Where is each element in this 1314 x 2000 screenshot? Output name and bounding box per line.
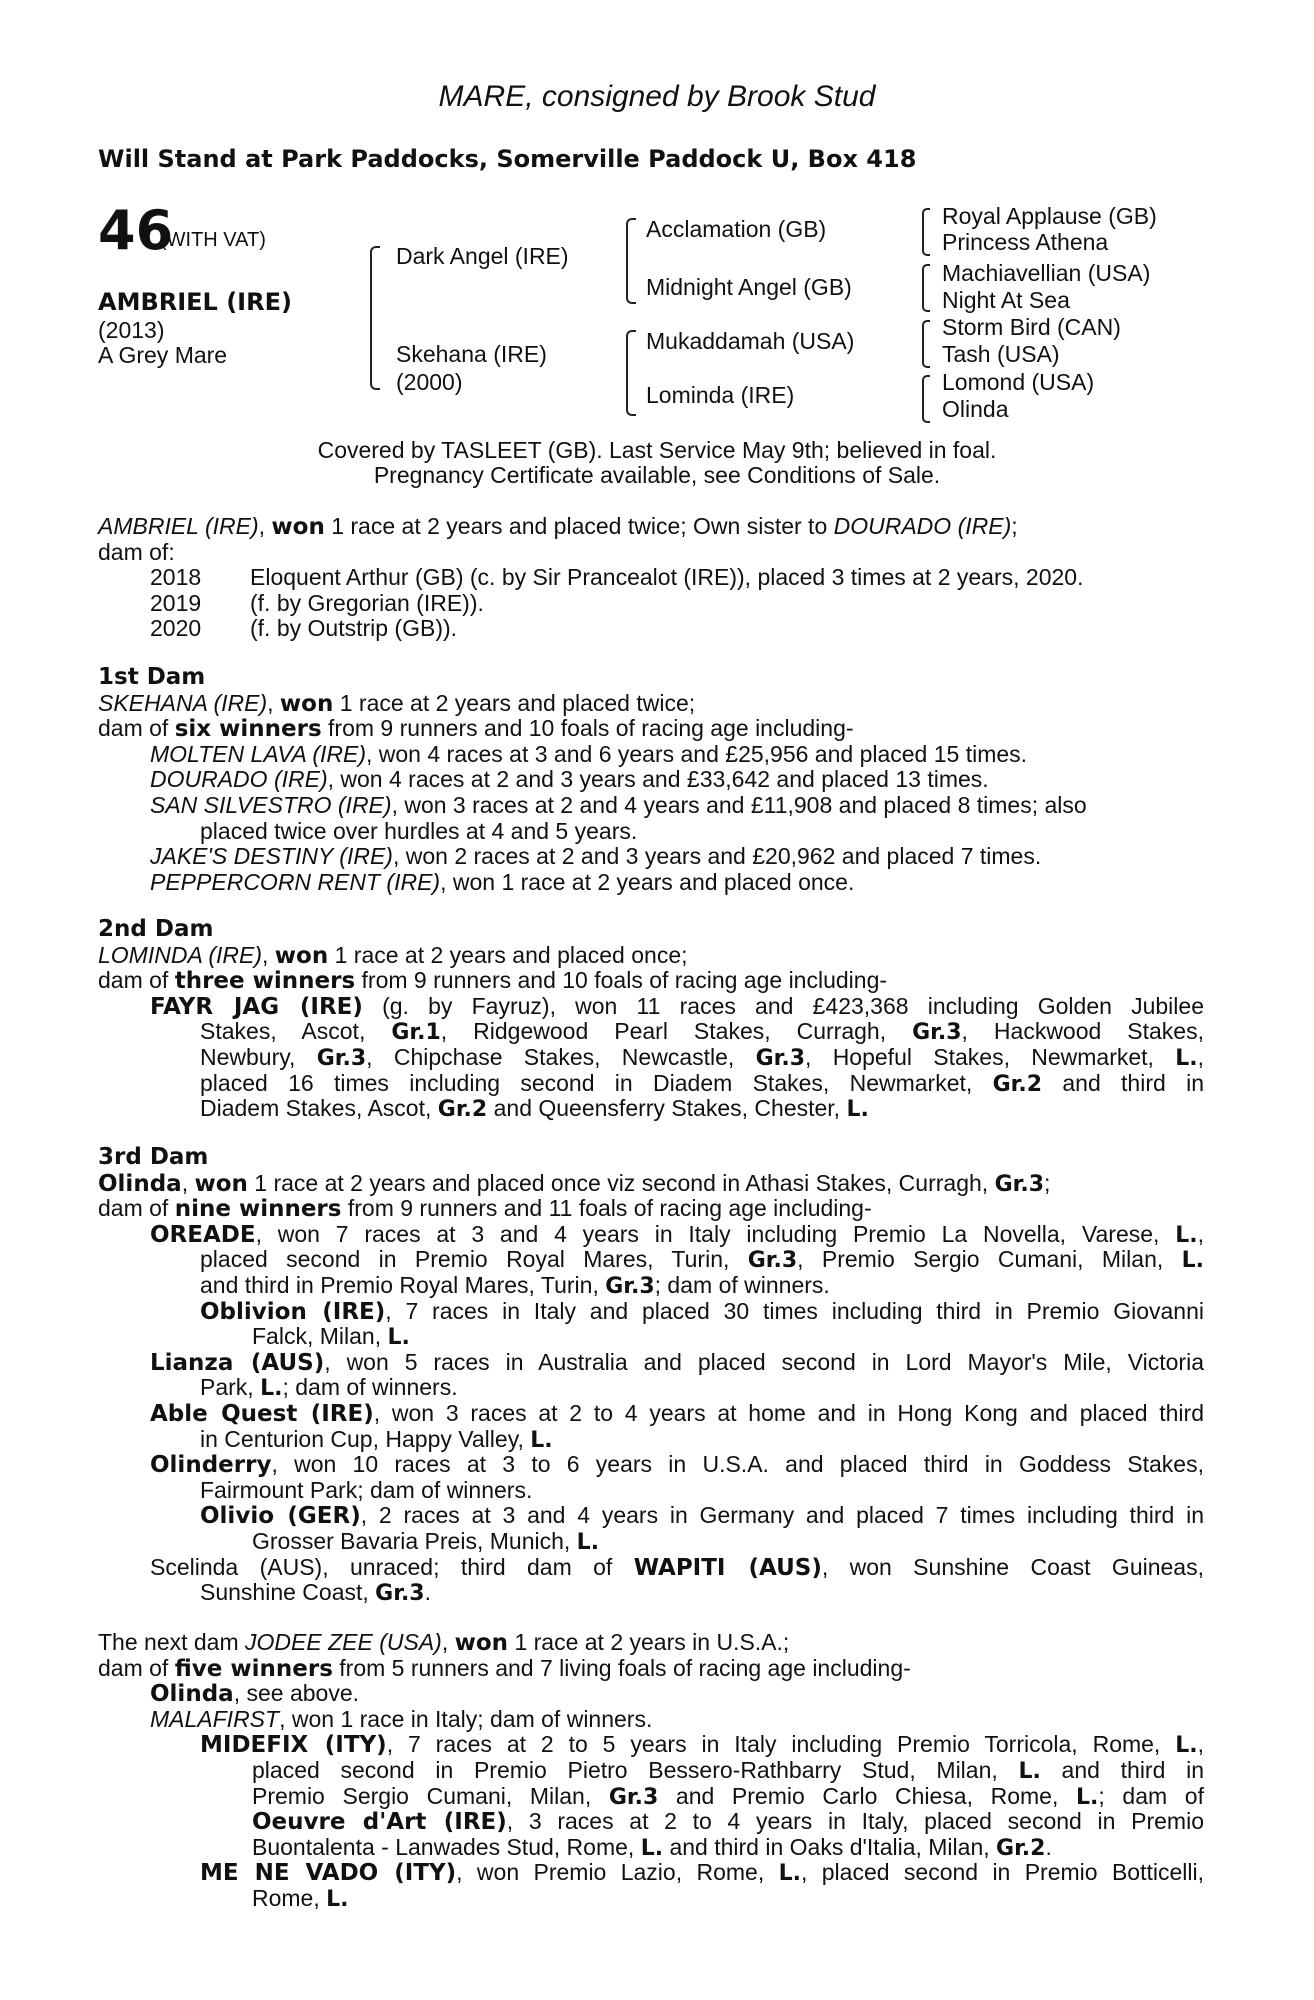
grade-label: Gr.3 — [605, 1273, 655, 1299]
progeny-record: , Hackwood Stakes, — [961, 1018, 1204, 1045]
progeny-record: , placed second in Premio Botticelli, — [800, 1859, 1204, 1886]
progeny-record: ; dam of winners. — [654, 1271, 830, 1298]
progeny-name: PEPPERCORN RENT (IRE) — [150, 868, 441, 895]
pedigree-brace-g2 — [922, 264, 930, 312]
pedigree-brace-main — [370, 246, 380, 390]
grade-label: L. — [846, 1097, 869, 1123]
grade-label: L. — [1181, 1248, 1204, 1274]
progeny-record: Falck, Milan, — [252, 1323, 388, 1350]
third-dam-section: 3rd Dam Olinda, won 1 race at 2 years and placed once viz second in Athasi Stakes, Curragh, Gr.3; dam of nine winners from 9 runners and 11 foals of racing age including- OREADE, won 7 races at 3 and 4 years in Italy including Premio La Novella, Varese, L., placed second in Premio Royal Mares, Turin, Gr.3, Premio Sergio Cumani, Milan, L. and third in Premio Royal Mares, Turin, Gr.3; dam of winners. Oblivion (IRE), 7 races in Italy and placed 30 times including third in Premio Giovanni Falck, Milan, L. Lianza (AUS), won 5 races in Australia and placed second in Lord Mayor's Mile, Victoria Park, L.; dam of winners. Able Quest (IRE), won 3 races at 2 to 4 years at home and in Hong Kong and placed third in Centurion Cup, Happy Valley, L. Olinderry, won 10 races at 3 to 6 years in U.S.A. and placed third in Goddess Stakes, Fairmount Park; dam of winners. Olivio (GER), 2 races at 3 and 4 years in Germany and placed 7 times including third in Grosser Bavaria Preis, Munich, L. Scelinda (AUS), unraced; third dam of WAPITI (AUS), won Sunshine Coast Guineas, Sunshine Coast, Gr.3. — [98, 1144, 1204, 1607]
pedigree-brace-dam — [626, 330, 636, 416]
progeny-record: placed second in Premio Pietro Bessero-Rathbarry Stud, Milan, — [252, 1756, 1019, 1783]
progeny-record: and third in — [1042, 1069, 1204, 1096]
runners-text: from 5 runners and 7 living foals of racing age including- — [332, 1654, 911, 1681]
produce-foal-row — [98, 616, 1204, 642]
produce-horse-name: AMBRIEL (IRE) — [98, 513, 259, 539]
second-dam-section: 2nd Dam LOMINDA (IRE), won 1 race at 2 years and placed once; dam of three winners from 9 runners and 10 foals of racing age including- FAYR JAG (IRE) (g. by Fayruz), won 11 races and £423,368 including Golden Jubilee Stakes, Ascot, Gr.1, Ridgewood Pearl Stakes, Curragh, Gr.3, Hackwood Stakes, Newbury, Gr.3, Chipchase Stakes, Newcastle, Gr.3, Hopeful Stakes, Newmarket, L., placed 16 times including second in Diadem Stakes, Newmarket, Gr.2 and third in Diadem Stakes, Ascot, Gr.2 and Queensferry Stakes, Chester, L. — [98, 916, 1205, 1123]
progeny-name: FAYR JAG (IRE) — [150, 993, 363, 1020]
grade-label: Gr.2 — [437, 1097, 488, 1123]
progeny-record: and third in Oaks d'Italia, Milan, — [663, 1833, 997, 1860]
progeny-record: , 7 races at 2 to 5 years in Italy including Premio Torricola, Rome, — [386, 1731, 1176, 1758]
progeny-record: and third in Premio Royal Mares, Turin, — [200, 1271, 606, 1298]
grade-label: Gr.3 — [912, 1020, 962, 1046]
progeny-record: , 2 races at 3 and 4 years in Germany and placed 7 times including third in — [360, 1502, 1204, 1529]
progeny-record: , won 1 race at 2 years and placed once. — [440, 868, 855, 895]
pedigree-dam-dam: Lominda (IRE) — [646, 382, 795, 408]
progeny-record: , won 10 races at 3 to 6 years in U.S.A. and placed third in Goddess Stakes, — [271, 1451, 1204, 1478]
winners-count: six winners — [174, 716, 322, 743]
grade-label: Gr.3 — [755, 1045, 806, 1071]
progeny-record: Premio Sergio Cumani, Milan, — [252, 1782, 609, 1809]
foal-year: 2019 — [150, 589, 202, 616]
dam-of: dam of — [98, 967, 175, 994]
pedigree-dam-sire: Mukaddamah (USA) — [646, 328, 855, 354]
progeny-name: Able Quest (IRE) — [150, 1400, 374, 1427]
pedigree-brace-sire — [626, 218, 636, 304]
progeny-record: Rome, — [252, 1884, 327, 1911]
dam-of: dam of — [98, 1195, 175, 1222]
progeny-record: and third in — [1040, 1756, 1204, 1783]
grade-label: L. — [326, 1886, 349, 1912]
won-label: won — [279, 690, 334, 717]
foal-year: 2018 — [150, 564, 202, 591]
dam-record: 1 race at 2 years in U.S.A.; — [508, 1629, 790, 1655]
dam-name: Olinda — [98, 1170, 182, 1197]
punct: . — [1045, 1833, 1052, 1860]
grade-label: L. — [778, 1861, 801, 1887]
progeny-name: JAKE'S DESTINY (IRE) — [150, 843, 393, 870]
stand-location: Will Stand at Park Paddocks, Somerville Paddock U, Box 418 — [98, 145, 917, 173]
section-heading: 1st Dam — [98, 664, 206, 690]
produce-foal-row — [98, 591, 1204, 617]
progeny-record: , won 4 races at 3 and 6 years and £25,956 and placed 15 times. — [366, 740, 1028, 767]
punct: ; — [1044, 1169, 1051, 1196]
grade-label: L. — [640, 1835, 664, 1861]
grade-label: L. — [530, 1427, 553, 1453]
grade-label: L. — [576, 1529, 600, 1555]
progeny-record-cont: Fairmount Park; dam of winners. — [200, 1476, 533, 1503]
pedigree-dsd: Tash (USA) — [942, 341, 1060, 367]
progeny-name: WAPITI (AUS) — [633, 1554, 822, 1581]
progeny-name: Olivio (GER) — [200, 1503, 361, 1530]
horse-year: (2013) — [98, 317, 165, 343]
foal-text: (f. by Outstrip (GB)). — [250, 615, 458, 642]
progeny-record: Newbury, — [200, 1043, 317, 1070]
progeny-record: , won 4 races at 2 and 3 years and £33,642 and placed 13 times. — [327, 766, 989, 793]
lot-number: 46 — [98, 199, 174, 262]
progeny-name: Lianza (AUS) — [150, 1349, 325, 1376]
grade-label: Gr.3 — [375, 1581, 425, 1607]
next-dam-section: The next dam JODEE ZEE (USA), won 1 race at 2 years in U.S.A.; dam of five winners from 5 runners and 7 living foals of racing age including- Olinda, see above. MALAFIRST, won 1 race in Italy; dam of winners. MIDEFIX (ITY), 7 races at 2 to 5 years in Italy including Premio Torricola, Rome, L., placed second in Premio Pietro Bessero-Rathbarry Stud, Milan, L. and third in Premio Sergio Cumani, Milan, Gr.3 and Premio Carlo Chiesa, Rome, L.; dam of Oeuvre d'Art (IRE), 3 races at 2 to 4 years in Italy, placed second in Premio Buontalenta - Lanwades Stud, Rome, L. and third in Oaks d'Italia, Milan, Gr.2. ME NE VADO (ITY), won Premio Lazio, Rome, L., placed second in Premio Botticelli, Rome, L. — [98, 1629, 1204, 1912]
grade-label: Gr.2 — [992, 1071, 1043, 1097]
progeny-record: , won 3 races at 2 and 4 years and £11,908 and placed 8 times; also — [391, 791, 1087, 818]
grade-label: L. — [387, 1325, 410, 1351]
pedigree-dds: Lomond (USA) — [942, 369, 1095, 395]
progeny-record: , won Premio Lazio, Rome, — [456, 1859, 779, 1886]
progeny-record: , 3 races at 2 to 4 years in Italy, placed second in Premio — [506, 1808, 1204, 1835]
produce-intro: 1 race at 2 years and placed twice; Own sister to — [324, 513, 834, 539]
grade-label: L. — [1175, 1045, 1198, 1071]
grade-label: L. — [1076, 1784, 1099, 1810]
progeny-record: Grosser Bavaria Preis, Munich, — [252, 1527, 577, 1554]
progeny-record: Diadem Stakes, Ascot, — [200, 1095, 438, 1122]
progeny-name: Oblivion (IRE) — [200, 1298, 386, 1325]
progeny-record: , Chipchase Stakes, Newcastle, — [366, 1043, 756, 1070]
progeny-record: Sunshine Coast, — [200, 1579, 376, 1606]
pedigree-dss: Storm Bird (CAN) — [942, 314, 1121, 340]
pedigree-sire-dam: Midnight Angel (GB) — [646, 274, 852, 300]
pedigree-sire: Dark Angel (IRE) — [396, 243, 569, 269]
progeny-name: ME NE VADO (ITY) — [200, 1860, 457, 1887]
horse-name: AMBRIEL (IRE) — [98, 288, 292, 316]
dam-name: LOMINDA (IRE) — [98, 941, 262, 968]
progeny-record: Park, — [200, 1374, 261, 1401]
grade-label: L. — [1175, 1733, 1198, 1759]
progeny-record: Stakes, Ascot, — [200, 1018, 392, 1045]
horse-description: A Grey Mare — [98, 342, 228, 368]
covered-line-2: Pregnancy Certificate available, see Conditions of Sale. — [373, 462, 941, 488]
foal-text: (f. by Gregorian (IRE)). — [250, 589, 484, 616]
progeny-record: and Queensferry Stakes, Chester, — [487, 1095, 847, 1122]
progeny-name: MOLTEN LAVA (IRE) — [150, 740, 366, 767]
progeny-name: DOURADO (IRE) — [150, 766, 328, 793]
runners-text: from 9 runners and 11 foals of racing age including- — [341, 1195, 872, 1222]
produce-sister: DOURADO (IRE) — [833, 513, 1012, 539]
punct: . — [424, 1579, 431, 1606]
progeny-record: , Ridgewood Pearl Stakes, Curragh, — [440, 1018, 913, 1045]
progeny-record: Buontalenta - Lanwades Stud, Rome, — [252, 1833, 641, 1860]
progeny-record: , see above. — [233, 1680, 359, 1707]
punct: , — [1197, 1220, 1204, 1247]
grade-label: Gr.3 — [747, 1248, 798, 1274]
won-label: won — [271, 514, 325, 540]
progeny-record: , won 7 races at 3 and 4 years in Italy including Premio La Novella, Varese, — [255, 1220, 1176, 1247]
progeny-record: , won 3 races at 2 to 4 years at home and in Hong Kong and placed third — [373, 1399, 1204, 1426]
pedigree-sire-sire: Acclamation (GB) — [646, 216, 827, 242]
section-heading: 2nd Dam — [98, 916, 214, 942]
pedigree-brace-g3 — [922, 320, 930, 368]
dam-record: 1 race at 2 years and placed once viz second in Athasi Stakes, Curragh, — [247, 1169, 995, 1196]
grade-label: L. — [260, 1376, 283, 1402]
pedigree-dam: Skehana (IRE) — [396, 341, 547, 367]
next-dam-intro: The next dam — [98, 1629, 246, 1655]
progeny-record: Scelinda (AUS), unraced; third dam of — [150, 1553, 634, 1580]
progeny-record: and Premio Carlo Chiesa, Rome, — [658, 1782, 1076, 1809]
progeny-name: MIDEFIX (ITY) — [200, 1732, 387, 1759]
grade-label: Gr.3 — [608, 1784, 659, 1810]
pedigree-sds: Machiavellian (USA) — [942, 260, 1151, 286]
progeny-record: placed second in Premio Royal Mares, Turin, — [200, 1246, 748, 1273]
grade-label: Gr.2 — [996, 1835, 1046, 1861]
produce-dam-of: dam of: — [98, 538, 175, 565]
grade-label: Gr.3 — [994, 1171, 1044, 1197]
dam-of: dam of — [98, 715, 175, 742]
progeny-name: Olinderry — [150, 1452, 272, 1479]
punct: , — [1197, 1043, 1205, 1070]
dam-record: 1 race at 2 years and placed twice; — [333, 689, 696, 716]
foal-year: 2020 — [150, 615, 202, 642]
dam-record: 1 race at 2 years and placed once; — [328, 941, 688, 968]
won-label: won — [274, 942, 329, 969]
progeny-name: OREADE — [150, 1221, 256, 1248]
progeny-record: (g. by Fayruz), won 11 races and £423,368 including Golden Jubilee — [362, 992, 1204, 1019]
winners-count: nine winners — [174, 1196, 342, 1223]
foal-text: Eloquent Arthur (GB) (c. by Sir Prancealot (IRE)), placed 3 times at 2 years, 2020. — [250, 564, 1084, 591]
progeny-record: placed 16 times including second in Diadem Stakes, Newmarket, — [200, 1069, 993, 1096]
progeny-record: in Centurion Cup, Happy Valley, — [200, 1425, 531, 1452]
covered-line-1: Covered by TASLEET (GB). Last Service May 9th; believed in foal. — [317, 437, 997, 463]
pedigree-ddd: Olinda — [942, 396, 1009, 422]
won-label: won — [454, 1630, 509, 1656]
pedigree-brace-g1 — [922, 208, 930, 256]
progeny-record: , won 5 races in Australia and placed second in Lord Mayor's Mile, Victoria — [324, 1348, 1204, 1375]
pedigree-dam-year: (2000) — [396, 369, 463, 395]
punct: , — [1197, 1731, 1204, 1758]
progeny-record: ; dam of — [1098, 1782, 1204, 1809]
pedigree-brace-g4 — [922, 375, 930, 423]
progeny-name: Olinda — [150, 1681, 234, 1708]
progeny-record: , 7 races in Italy and placed 30 times including third in Premio Giovanni — [385, 1297, 1204, 1324]
progeny-record: ; dam of winners. — [282, 1374, 458, 1401]
grade-label: L. — [1175, 1222, 1198, 1248]
pedigree-sss: Royal Applause (GB) — [942, 203, 1157, 229]
winners-count: three winners — [174, 968, 356, 995]
runners-text: from 9 runners and 10 foals of racing age including- — [355, 967, 888, 994]
dam-name: SKEHANA (IRE) — [98, 689, 268, 716]
won-label: won — [194, 1170, 248, 1197]
progeny-record: , won Sunshine Coast Guineas, — [821, 1553, 1204, 1580]
progeny-record: , won 2 races at 2 and 3 years and £20,962 and placed 7 times. — [392, 843, 1042, 870]
vat-note: (WITH VAT) — [160, 229, 266, 251]
runners-text: from 9 runners and 10 foals of racing age including- — [321, 715, 854, 742]
produce-foal-row — [98, 565, 1204, 591]
grade-label: Gr.1 — [391, 1020, 441, 1046]
section-heading: 3rd Dam — [98, 1144, 209, 1170]
pedigree-sdd: Night At Sea — [942, 287, 1070, 313]
grade-label: L. — [1018, 1758, 1041, 1784]
dam-of: dam of — [98, 1654, 175, 1681]
progeny-record: , won 1 race in Italy; dam of winners. — [279, 1705, 653, 1732]
dam-name: JODEE ZEE (USA) — [245, 1629, 442, 1655]
winners-count: five winners — [174, 1655, 333, 1682]
progeny-name: Oeuvre d'Art (IRE) — [252, 1809, 507, 1836]
progeny-record: , Premio Sergio Cumani, Milan, — [797, 1246, 1182, 1273]
page-title: MARE, consigned by Brook Stud — [438, 80, 876, 113]
progeny-record-cont: placed twice over hurdles at 4 and 5 years. — [200, 817, 638, 844]
progeny-name: MALAFIRST — [150, 1705, 280, 1732]
progeny-record: , Hopeful Stakes, Newmarket, — [805, 1043, 1176, 1070]
pedigree-ssd: Princess Athena — [942, 229, 1109, 255]
produce-section: AMBRIEL (IRE), won 1 race at 2 years and placed twice; Own sister to DOURADO (IRE); dam of: 2018 Eloquent Arthur (GB) (c. by Sir Prancealot (IRE)), placed 3 times at 2 years, 2020. 2019 (f. by Gregorian (IRE)). 2020 (f. by Outstrip (GB)). — [98, 514, 1204, 642]
progeny-name: SAN SILVESTRO (IRE) — [150, 791, 392, 818]
first-dam-section: 1st Dam SKEHANA (IRE), won 1 race at 2 years and placed twice; dam of six winners from 9 runners and 10 foals of racing age including- MOLTEN LAVA (IRE), won 4 races at 3 and 6 years and £25,956 and placed 15 times. DOURADO (IRE), won 4 races at 2 and 3 years and £33,642 and placed 13 times. SAN SILVESTRO (IRE), won 3 races at 2 and 4 years and £11,908 and placed 8 times; also placed twice over hurdles at 4 and 5 years. JAKE'S DESTINY (IRE), won 2 races at 2 and 3 years and £20,962 and placed 7 times. PEPPERCORN RENT (IRE), won 1 race at 2 years and placed once. — [98, 665, 1204, 895]
punct: ; — [1011, 513, 1018, 539]
grade-label: Gr.3 — [316, 1045, 367, 1071]
